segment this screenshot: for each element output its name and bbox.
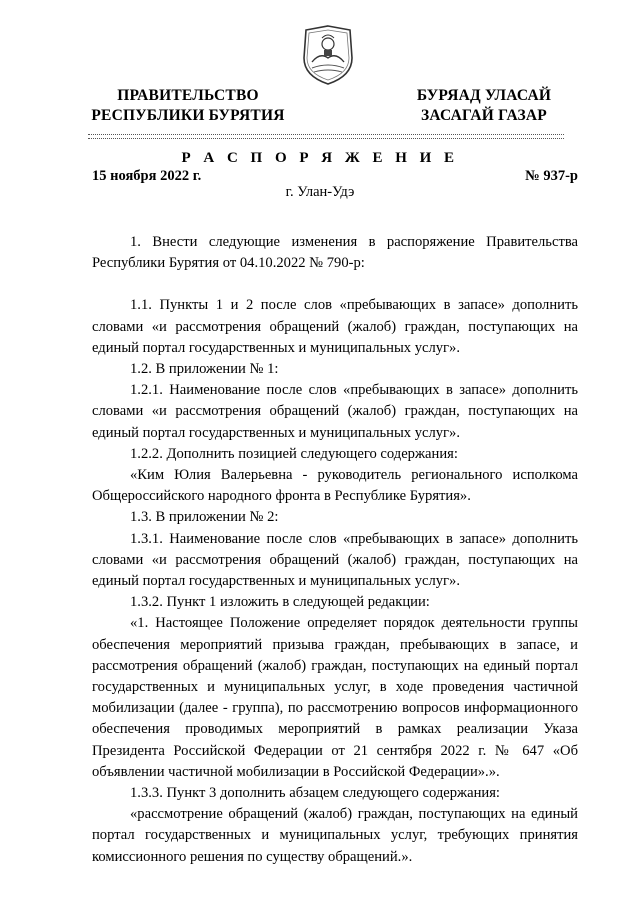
header-left-line2: РЕСПУБЛИКИ БУРЯТИЯ <box>91 107 285 124</box>
header-divider <box>88 134 564 135</box>
paragraph: 1. Внести следующие изменения в распоряжение Правительства Республики Бурятия от 04.10.2022 № 790-р: <box>92 234 578 272</box>
government-name-buryat <box>404 86 564 126</box>
government-name-russian <box>88 86 288 126</box>
document-type: Р А С П О Р Я Ж Е Н И Е <box>181 150 459 166</box>
document-city: г. Улан-Удэ <box>285 184 355 200</box>
header-divider-secondary <box>88 138 564 139</box>
header-left-line1: ПРАВИТЕЛЬСТВО <box>117 87 259 104</box>
paragraph: 1.3. В приложении № 2: <box>130 509 279 526</box>
paragraph: 1.3.2. Пункт 1 изложить в следующей редакции: <box>130 594 430 611</box>
header-right-line1: БУРЯАД УЛАСАЙ <box>416 87 552 104</box>
paragraph: «Ким Юлия Валерьевна - руководитель регионального исполкома Общероссийского народного фронта в Республике Бурятия». <box>92 467 578 505</box>
document-body <box>92 232 578 868</box>
document-date: 15 ноября 2022 г. <box>92 168 202 184</box>
header-right-line2: ЗАСАГАЙ ГАЗАР <box>421 107 547 124</box>
paragraph: 1.3.3. Пункт 3 дополнить абзацем следующего содержания: <box>130 785 500 802</box>
coat-of-arms-icon <box>298 22 358 88</box>
paragraph: 1.2.2. Дополнить позицией следующего содержания: <box>130 445 458 462</box>
paragraph: «1. Настоящее Положение определяет порядок деятельности группы обеспечения мероприятий призыва граждан, пребывающих в запасе, и рассмотрения обращений (жалоб) граждан, поступающих на единый портал государственных и муниципальных услуг, в ходе проведения частичной мобилизации (далее - группа), по рассмотрению вопросов информационного обеспечения проводимых мероприятий в рамках реализации Указа Президента Российской Федерации от 21 сентября 2022 г. № 647 «Об объявлении частичной мобилизации в Российской Федерации».». <box>92 615 578 780</box>
paragraph: «рассмотрение обращений (жалоб) граждан, поступающих на единый портал государственных и муниципальных услуг, требующих принятия комиссионного решения по существу обращений.». <box>92 806 578 865</box>
paragraph: 1.1. Пункты 1 и 2 после слов «пребывающих в запасе» дополнить словами «и рассмотрения обращений (жалоб) граждан, поступающих на единый портал государственных и муниципальных услуг». <box>92 297 578 356</box>
paragraph: 1.2.1. Наименование после слов «пребывающих в запасе» дополнить словами «и рассмотрения обращений (жалоб) граждан, поступающих на единый портал государственных и муниципальных услуг». <box>92 382 578 441</box>
paragraph: 1.3.1. Наименование после слов «пребывающих в запасе» дополнить словами «и рассмотрения обращений (жалоб) граждан, поступающих на единый портал государственных и муниципальных услуг». <box>92 530 578 590</box>
paragraph: 1.2. В приложении № 1: <box>130 361 279 378</box>
document-number: № 937-р <box>525 168 578 184</box>
